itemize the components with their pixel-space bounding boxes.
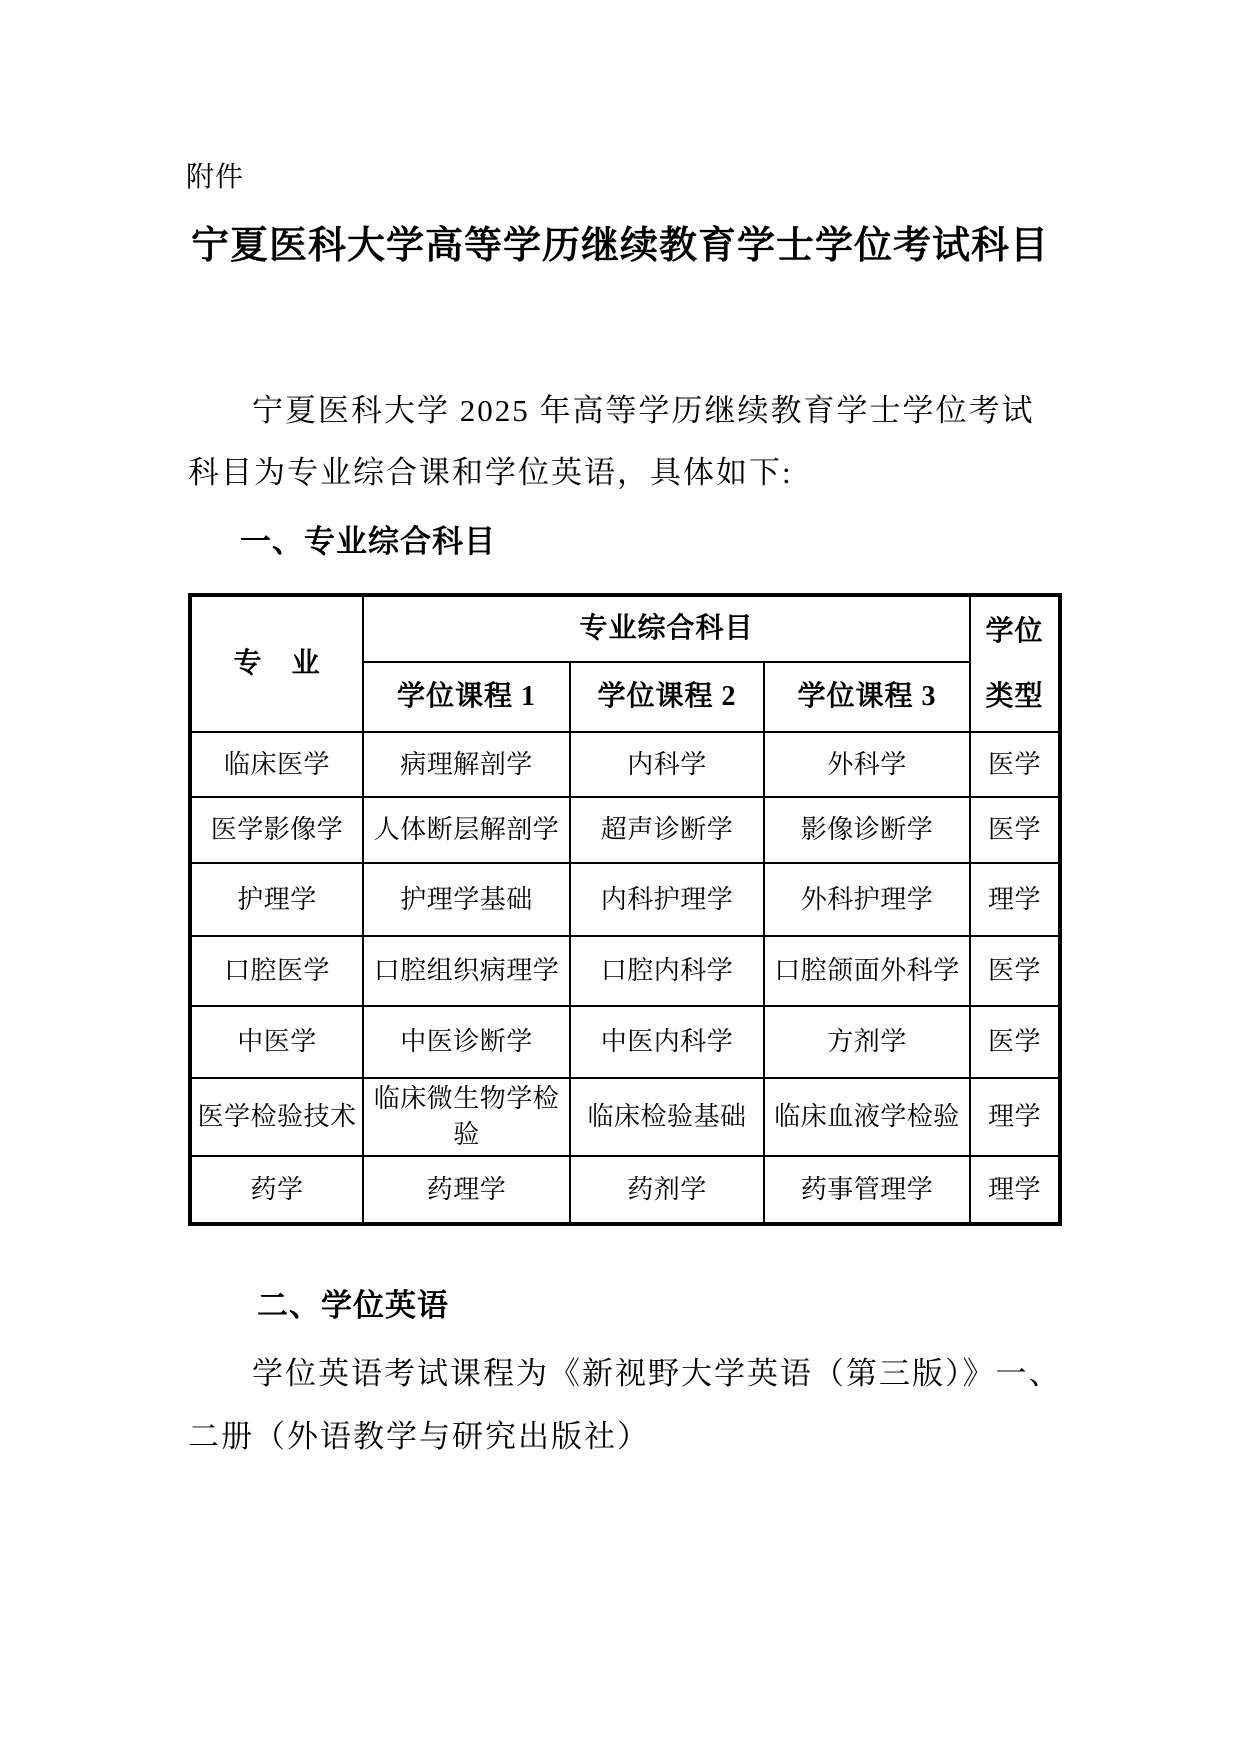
major-cell: 医学影像学: [190, 797, 363, 863]
course1-cell: 药理学: [363, 1156, 570, 1224]
degree-type-cell: 理学: [970, 1156, 1060, 1224]
degree-type-cell: 医学: [970, 1006, 1060, 1078]
attachment-label: 附件: [186, 161, 245, 192]
course2-cell: 超声诊断学: [570, 797, 764, 863]
table-row: [190, 863, 1060, 936]
course3-cell: 药事管理学: [764, 1156, 970, 1224]
course2-cell: 临床检验基础: [570, 1078, 764, 1156]
table-row: [190, 1078, 1060, 1156]
course2-cell: 药剂学: [570, 1156, 764, 1224]
major-cell: 护理学: [190, 863, 363, 936]
course2-cell: 中医内科学: [570, 1006, 764, 1078]
degree-type-cell: 医学: [970, 797, 1060, 863]
page-title: 宁夏医科大学高等学历继续教育学士学位考试科目: [190, 225, 1049, 267]
header-course1-cell: 学位课程 1: [363, 662, 570, 732]
outro-paragraph: [188, 1342, 1088, 1468]
degree-type-cell: 医学: [970, 732, 1060, 797]
major-cell: 医学检验技术: [190, 1078, 363, 1156]
major-cell: 临床医学: [190, 732, 363, 797]
table-row: [190, 732, 1060, 797]
header-course2-cell: 学位课程 2: [570, 662, 764, 732]
intro-line-2: 科目为专业综合课和学位英语，具体如下:: [188, 455, 793, 490]
degree-type-cell: 理学: [970, 1078, 1060, 1156]
course2-cell: 内科学: [570, 732, 764, 797]
major-cell: 中医学: [190, 1006, 363, 1078]
course1-cell: 中医诊断学: [363, 1006, 570, 1078]
table-row: [190, 936, 1060, 1006]
course3-cell: 外科护理学: [764, 863, 970, 936]
course3-cell: 影像诊断学: [764, 797, 970, 863]
outro-line-2: 二册（外语教学与研究出版社）: [188, 1419, 650, 1454]
course3-cell: 口腔颌面外科学: [764, 936, 970, 1006]
section-heading-professional-subjects: 一、专业综合科目: [240, 524, 496, 559]
course1-cell: 病理解剖学: [363, 732, 570, 797]
course3-cell: 外科学: [764, 732, 970, 797]
header-major-cell: 专 业: [190, 595, 363, 732]
degree-type-cell: 理学: [970, 863, 1060, 936]
section-heading-degree-english: 二、学位英语: [257, 1288, 449, 1323]
major-cell: 口腔医学: [190, 936, 363, 1006]
course1-cell: 口腔组织病理学: [363, 936, 570, 1006]
course3-cell: 方剂学: [764, 1006, 970, 1078]
table-row: [190, 1156, 1060, 1224]
outro-line-1: 学位英语考试课程为《新视野大学英语（第三版）》一、: [252, 1356, 1062, 1391]
header-course3-cell: 学位课程 3: [764, 662, 970, 732]
course1-cell: 护理学基础: [363, 863, 570, 936]
intro-line-1: 宁夏医科大学 2025 年高等学历继续教育学士学位考试: [252, 393, 1035, 428]
table-header-row-group: [190, 595, 1060, 662]
table-row: [190, 797, 1060, 863]
course3-cell: 临床血液学检验: [764, 1078, 970, 1156]
intro-paragraph: [188, 380, 1072, 504]
subjects-table: [188, 593, 1062, 1226]
header-degree-type-line2: 类型: [985, 681, 1044, 712]
table-row: [190, 1006, 1060, 1078]
header-degree-type-line1: 学位: [985, 616, 1044, 647]
course1-cell: 临床微生物学检验: [363, 1078, 570, 1156]
header-degree-type-cell: [970, 595, 1060, 732]
course2-cell: 口腔内科学: [570, 936, 764, 1006]
course2-cell: 内科护理学: [570, 863, 764, 936]
header-group-cell: 专业综合科目: [363, 595, 970, 662]
course1-cell: 人体断层解剖学: [363, 797, 570, 863]
degree-type-cell: 医学: [970, 936, 1060, 1006]
major-cell: 药学: [190, 1156, 363, 1224]
